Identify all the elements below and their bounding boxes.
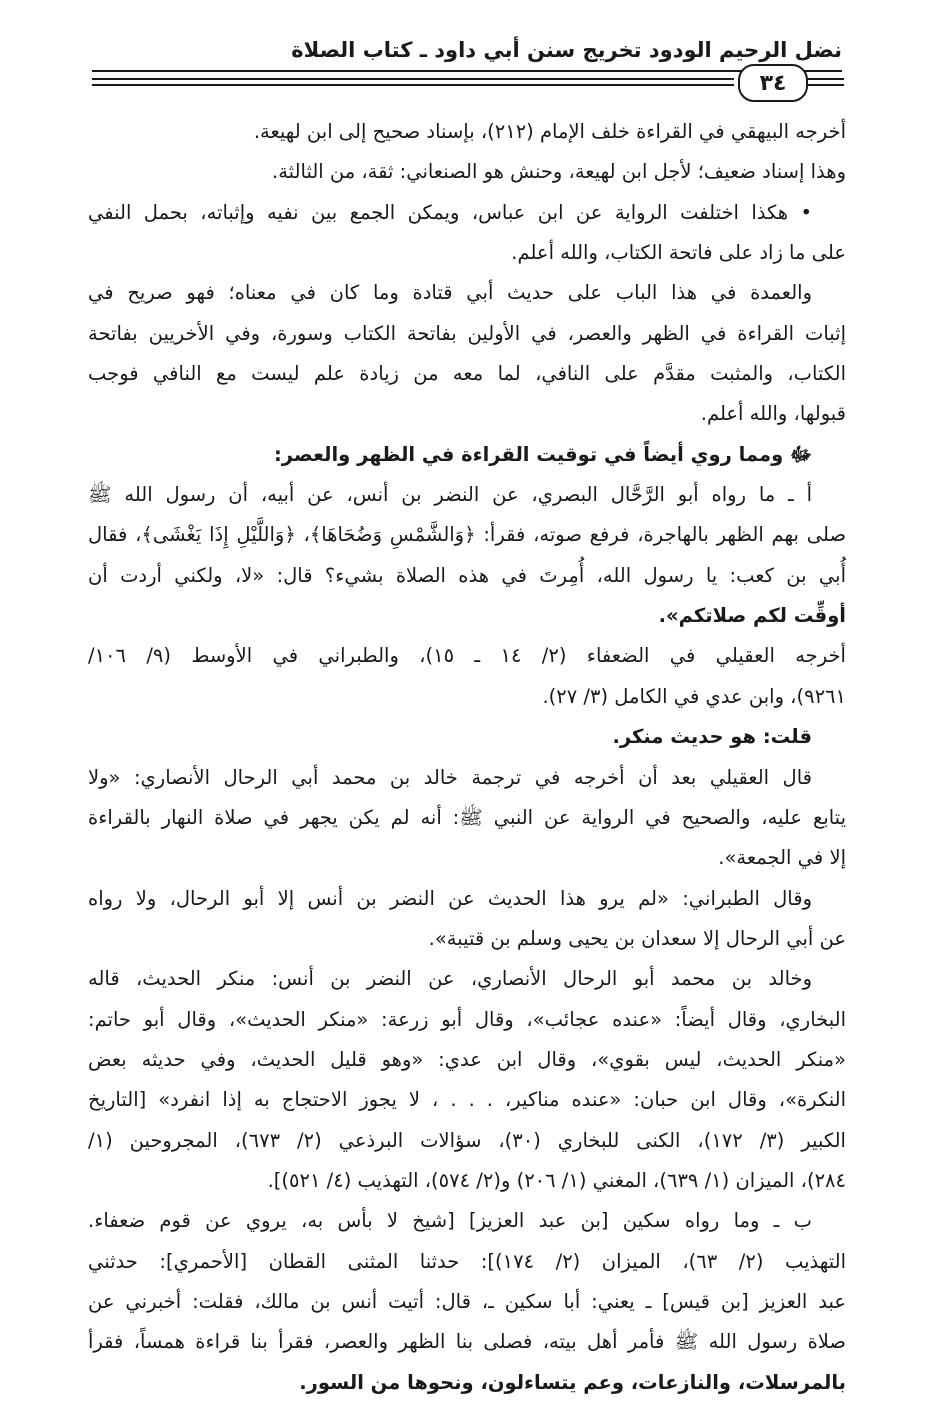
page-number-frame	[738, 64, 808, 102]
text-line: أوقِّت لكم صلاتكم».	[658, 604, 846, 628]
text-line: الكبير (٣/ ١٧٢)، الكنى للبخاري (٣٠)، سؤالات البرذعي (٢/ ٦٧٣)، المجروحين (١/	[88, 1128, 846, 1152]
header-double-rule-left	[92, 84, 734, 86]
text-line: قال العقيلي بعد أن أخرجه في ترجمة خالد بن محمد أبي الرحال الأنصاري: «ولا	[88, 765, 812, 789]
text-line: أُبي بن كعب: يا رسول الله، أُمِرتَ في هذه الصلاة بشيء؟ قال: «لا، ولكني أردت أن	[88, 563, 846, 587]
text-line: ﷻ ومما روي أيضاً في توقيت القراءة في الظهر والعصر:	[274, 442, 812, 466]
text-line: يتابع عليه، والصحيح في الرواية عن النبي ﷺ: أنه لم يكن يجهر في صلاة النهار بالقراءة	[88, 805, 846, 829]
header-double-rule-right	[806, 84, 844, 86]
running-header-title: نضل الرحيم الودود تخريج سنن أبي داود ـ كتاب الصلاة	[291, 38, 842, 62]
text-line: عبد العزيز [بن قيس] ـ يعني: أبا سكين ـ، قال: أتيت أنس بن مالك، فقلت: أخبرني عن	[88, 1289, 846, 1313]
text-line: إثبات القراءة في الظهر والعصر، في الأولين بفاتحة الكتاب وسورة، وفي الأخريين بفاتحة	[88, 321, 846, 345]
text-line: صلى بهم الظهر بالهاجرة، فرفع صوته، فقرأ: ﴿وَالشَّمْسِ وَضُحَاهَا﴾، ﴿وَاللَّيْلِ إِذَا يَغْشَى﴾، فقال	[88, 523, 846, 547]
text-line: صلاة رسول الله ﷺ فأمر أهل بيته، فصلى بنا الظهر والعصر، فقرأ بنا قراءة همساً، فقرأ	[88, 1330, 846, 1354]
text-line: النكرة»، وقال ابن حبان: «عنده مناكير، . . . ، لا يجوز الاحتجاج به إذا انفرد» [التاريخ	[88, 1088, 846, 1112]
text-line: ب ـ وما رواه سكين [بن عبد العزيز] [شيخ لا بأس به، يروي عن قوم ضعفاء.	[88, 1209, 812, 1233]
text-line: الكتاب، والمثبت مقدَّم على النافي، لما معه من زيادة علم ليست مع النافي فوجب	[88, 362, 846, 386]
text-line: أخرجه البيهقي في القراءة خلف الإمام (٢١٢)، بإسناد صحيح إلى ابن لهيعة.	[253, 120, 846, 143]
text-line: عن أبي الرحال إلا سعدان بن يحيى وسلم بن قتيبة».	[428, 926, 846, 950]
text-line: «منكر الحديث، ليس بقوي»، وقال ابن عدي: «وهو قليل الحديث، وفي حديثه بعض	[88, 1047, 846, 1071]
text-line: قلت: هو حديث منكر.	[612, 725, 812, 749]
page-number: ٣٤	[759, 70, 787, 96]
text-line: وقال الطبراني: «لم يرو هذا الحديث عن النضر بن أنس إلا أبو الرحال، ولا رواه	[88, 886, 812, 910]
text-line: التهذيب (٢/ ٦٣)، الميزان (٢/ ١٧٤)]: حدثنا المثنى القطان [الأحمري]: حدثني	[88, 1249, 846, 1273]
text-line: على ما زاد على فاتحة الكتاب، والله أعلم.	[511, 241, 846, 265]
text-line: ٢٨٤)، الميزان (١/ ٦٣٩)، المغني (١/ ٢٠٦) و(٢/ ٥٧٤)، التهذيب (٤/ ٥٢١)].	[267, 1168, 846, 1192]
text-line: إلا في الجمعة».	[718, 846, 846, 870]
text-line: أخرجه العقيلي في الضعفاء (٢/ ١٤ ـ ١٥)، والطبراني في الأوسط (٩/ ١٠٦/	[88, 644, 846, 668]
text-line: والعمدة في هذا الباب على حديث أبي قتادة وما كان في معناه؛ فهو صريح في	[88, 281, 812, 305]
text-line: البخاري، وقال أيضاً: «عنده عجائب»، وقال أبو زرعة: «منكر الحديث»، وقال أبو حاتم:	[88, 1007, 846, 1031]
text-line: قبولها، والله أعلم.	[700, 402, 846, 426]
text-line: أ ـ ما رواه أبو الرَّحَّال البصري، عن النضر بن أنس، عن أبيه، أن رسول الله ﷺ	[88, 483, 812, 507]
text-line: وهذا إسناد ضعيف؛ لأجل ابن لهيعة، وحنش هو الصنعاني: ثقة، من الثالثة.	[272, 160, 846, 184]
body-text	[88, 112, 846, 1403]
header-rule	[92, 70, 842, 72]
text-line: ٩٢٦١)، وابن عدي في الكامل (٣/ ٢٧).	[542, 684, 846, 708]
header-double-rule-right	[806, 78, 844, 80]
text-line: بالمرسلات، والنازعات، وعم يتساءلون، ونحوها من السور.	[299, 1370, 846, 1394]
text-line: • هكذا اختلفت الرواية عن ابن عباس، ويمكن الجمع بين نفيه وإثباته، بحمل النفي	[88, 200, 812, 224]
text-line: وخالد بن محمد أبو الرحال الأنصاري، عن النضر بن أنس: منكر الحديث، قاله	[88, 967, 812, 991]
header-double-rule-left	[92, 78, 734, 80]
